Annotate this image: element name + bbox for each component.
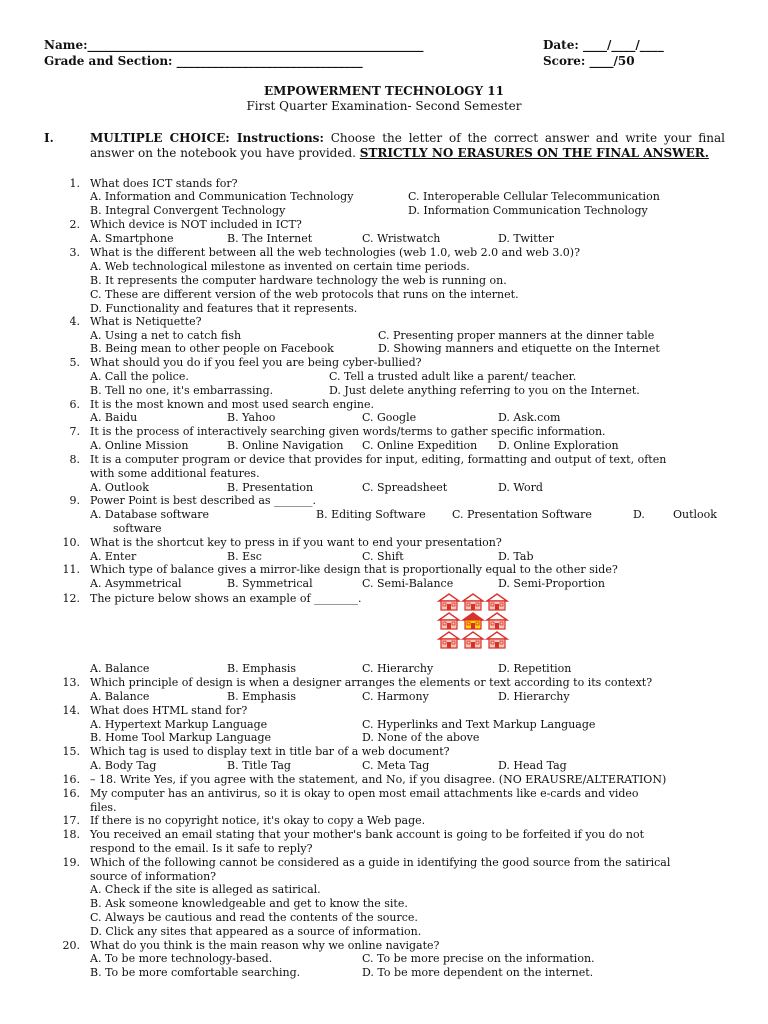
- question-number: 17.: [62, 814, 80, 827]
- option: A. Hypertext Markup Language: [90, 718, 268, 731]
- section-emphasis: STRICTLY NO ERASURES ON THE FINAL ANSWER.: [359, 146, 709, 160]
- question-text: You received an email stating that your mother's bank account is going to be forfeited if you do not: [90, 828, 645, 841]
- option: A. Outlook: [90, 481, 149, 494]
- option: A. Balance: [90, 690, 150, 703]
- question-number: 2.: [69, 218, 80, 231]
- option: A. Baidu: [90, 411, 138, 424]
- question-text-continued: files.: [90, 801, 117, 814]
- option: C. Interoperable Cellular Telecommunication: [408, 190, 660, 203]
- house-icon: [463, 594, 483, 610]
- question-number: 12.: [62, 592, 80, 605]
- question-number: 20.: [62, 939, 80, 952]
- option: A. Smartphone: [90, 232, 174, 245]
- option: B. To be more comfortable searching.: [90, 966, 301, 979]
- option: A. Information and Communication Technology: [90, 190, 354, 203]
- house-icon: [487, 632, 507, 648]
- question-number: 19.: [62, 856, 80, 869]
- option: C. Wristwatch: [362, 232, 441, 245]
- option: A. Online Mission: [90, 439, 189, 452]
- option: B. Presentation: [227, 481, 314, 494]
- yes-no-instruction: – 18. Write Yes, if you agree with the statement, and No, if you disagree. (NO ERAUSRE/ALTERATION): [90, 773, 667, 786]
- option: C. Shift: [362, 550, 404, 563]
- option: D. Semi-Proportion: [498, 577, 605, 590]
- section-number: I.: [44, 131, 54, 145]
- option: B. Title Tag: [227, 759, 291, 772]
- exam-title: EMPOWERMENT TECHNOLOGY 11: [264, 84, 504, 98]
- option: A. Balance: [90, 662, 150, 675]
- option: B. Emphasis: [227, 690, 297, 703]
- question-text: Power Point is best described as _______.: [90, 494, 317, 507]
- option: C. Tell a trusted adult like a parent/ teacher.: [329, 370, 577, 383]
- exam-subtitle: First Quarter Examination- Second Semester: [246, 99, 522, 113]
- option: C. Harmony: [362, 690, 429, 703]
- option: C. To be more precise on the information.: [362, 952, 595, 965]
- option: D. None of the above: [362, 731, 480, 744]
- question-text-continued: respond to the email. Is it safe to reply?: [90, 842, 313, 855]
- option: D. Just delete anything referring to you on the Internet.: [329, 384, 640, 397]
- question-number: 15.: [62, 745, 80, 758]
- option: A. Call the police.: [90, 370, 189, 383]
- house-icon: [439, 613, 459, 629]
- question-number: 13.: [62, 676, 80, 689]
- option-continued: software: [113, 522, 162, 535]
- question-number: 8.: [69, 453, 80, 466]
- option: B. Editing Software: [316, 508, 426, 521]
- section-instructions: [90, 131, 725, 161]
- house-icon: [439, 632, 459, 648]
- option: A. Check if the site is alleged as satirical.: [90, 883, 321, 896]
- option: C. Hyperlinks and Text Markup Language: [362, 718, 596, 731]
- option: C. Spreadsheet: [362, 481, 448, 494]
- section-body: Choose the letter of the correct answer and write your final answer on the notebook you have provided.: [90, 131, 725, 160]
- option: B. Tell no one, it's embarrassing.: [90, 384, 274, 397]
- option: B. Home Tool Markup Language: [90, 731, 272, 744]
- question-number: 16.: [62, 773, 80, 786]
- question-number: 14.: [62, 704, 80, 717]
- date-field: Date: ____/____/____: [543, 38, 664, 52]
- option: D.: [633, 508, 645, 521]
- option: C. Meta Tag: [362, 759, 430, 772]
- option: B. It represents the computer hardware technology the web is running on.: [90, 274, 507, 287]
- score-field: Score: ____/50: [543, 54, 635, 68]
- option: D. Word: [498, 481, 543, 494]
- question-text-continued: with some additional features.: [90, 467, 260, 480]
- option: C. These are different version of the web protocols that runs on the internet.: [90, 288, 519, 301]
- option: D. Repetition: [498, 662, 572, 675]
- question-number: 4.: [69, 315, 80, 328]
- option: B. Symmetrical: [227, 577, 313, 590]
- option: D. To be more dependent on the internet.: [362, 966, 594, 979]
- grade-section-field: Grade and Section: _______________________________: [44, 54, 363, 68]
- option: A. Database software: [90, 508, 210, 521]
- question-text: What does ICT stands for?: [90, 177, 238, 190]
- option: C. Google: [362, 411, 417, 424]
- option: C. Online Expedition: [362, 439, 478, 452]
- question-number: 11.: [62, 563, 80, 576]
- question-text: My computer has an antivirus, so it is okay to open most email attachments like e-cards and video: [90, 787, 639, 800]
- name-field: Name:________________________________________________________: [44, 38, 424, 52]
- question-number: 1.: [69, 177, 80, 190]
- house-icon-center: [463, 613, 483, 629]
- question-text: Which principle of design is when a designer arranges the elements or text according to its context?: [90, 676, 653, 689]
- house-icon: [487, 594, 507, 610]
- option: D. Click any sites that appeared as a source of information.: [90, 925, 422, 938]
- question-text: Which of the following cannot be considered as a guide in identifying the good source from the satirical: [90, 856, 671, 869]
- option: D. Hierarchy: [498, 690, 570, 703]
- question-text: It is a computer program or device that provides for input, editing, formatting and output of text, often: [90, 453, 667, 466]
- question-text: What should you do if you feel you are being cyber-bullied?: [90, 356, 422, 369]
- question-number: 7.: [69, 425, 80, 438]
- question-text-continued: source of information?: [90, 870, 217, 883]
- question-text: What is the different between all the web technologies (web 1.0, web 2.0 and web 3.0)?: [90, 246, 580, 259]
- option: B. Emphasis: [227, 662, 297, 675]
- option: B. Being mean to other people on Facebook: [90, 342, 334, 355]
- question-number: 5.: [69, 356, 80, 369]
- option: A. Asymmetrical: [90, 577, 182, 590]
- option: D. Twitter: [498, 232, 554, 245]
- option: B. Yahoo: [227, 411, 276, 424]
- option: B. Ask someone knowledgeable and get to know the site.: [90, 897, 408, 910]
- option: A. To be more technology-based.: [90, 952, 273, 965]
- question-text: The picture below shows an example of ________.: [90, 592, 362, 605]
- option: B. Integral Convergent Technology: [90, 204, 286, 217]
- question-number: 9.: [69, 494, 80, 507]
- option: B. Online Navigation: [227, 439, 344, 452]
- option: D. Showing manners and etiquette on the Internet: [378, 342, 660, 355]
- option: Outlook: [673, 508, 717, 521]
- option: A. Using a net to catch fish: [90, 329, 242, 342]
- question-text: Which device is NOT included in ICT?: [90, 218, 302, 231]
- question-text: If there is no copyright notice, it's okay to copy a Web page.: [90, 814, 426, 827]
- option: A. Web technological milestone as invented on certain time periods.: [90, 260, 470, 273]
- option: D. Tab: [498, 550, 534, 563]
- option: B. Esc: [227, 550, 262, 563]
- house-icon: [463, 632, 483, 648]
- question-number: 6.: [69, 398, 80, 411]
- option: A. Body Tag: [90, 759, 157, 772]
- option: B. The Internet: [227, 232, 313, 245]
- option: C. Hierarchy: [362, 662, 434, 675]
- question-text: It is the most known and most used search engine.: [90, 398, 374, 411]
- option: D. Information Communication Technology: [408, 204, 648, 217]
- option: D. Head Tag: [498, 759, 567, 772]
- option: C. Always be cautious and read the contents of the source.: [90, 911, 418, 924]
- option: C. Presenting proper manners at the dinner table: [378, 329, 655, 342]
- question-text: What does HTML stand for?: [90, 704, 248, 717]
- question-text: Which type of balance gives a mirror-like design that is proportionally equal to the other side?: [90, 563, 618, 576]
- section-heading: MULTIPLE CHOICE: Instructions:: [90, 131, 324, 145]
- question-text: What is Netiquette?: [90, 315, 202, 328]
- question-number: 3.: [69, 246, 80, 259]
- question-number: 16.: [62, 787, 80, 800]
- house-icon: [487, 613, 507, 629]
- question-number: 10.: [62, 536, 80, 549]
- question-text: Which tag is used to display text in title bar of a web document?: [90, 745, 450, 758]
- option: D. Functionality and features that it represents.: [90, 302, 358, 315]
- option: C. Semi-Balance: [362, 577, 454, 590]
- option: D. Online Exploration: [498, 439, 619, 452]
- question-text: What do you think is the main reason why we online navigate?: [90, 939, 440, 952]
- house-grid-illustration: [437, 592, 509, 650]
- option: A. Enter: [90, 550, 137, 563]
- option: C. Presentation Software: [452, 508, 592, 521]
- question-text: What is the shortcut key to press in if you want to end your presentation?: [90, 536, 502, 549]
- option: D. Ask.com: [498, 411, 561, 424]
- question-text: It is the process of interactively searching given words/terms to gather specific information.: [90, 425, 606, 438]
- house-icon: [439, 594, 459, 610]
- question-number: 18.: [62, 828, 80, 841]
